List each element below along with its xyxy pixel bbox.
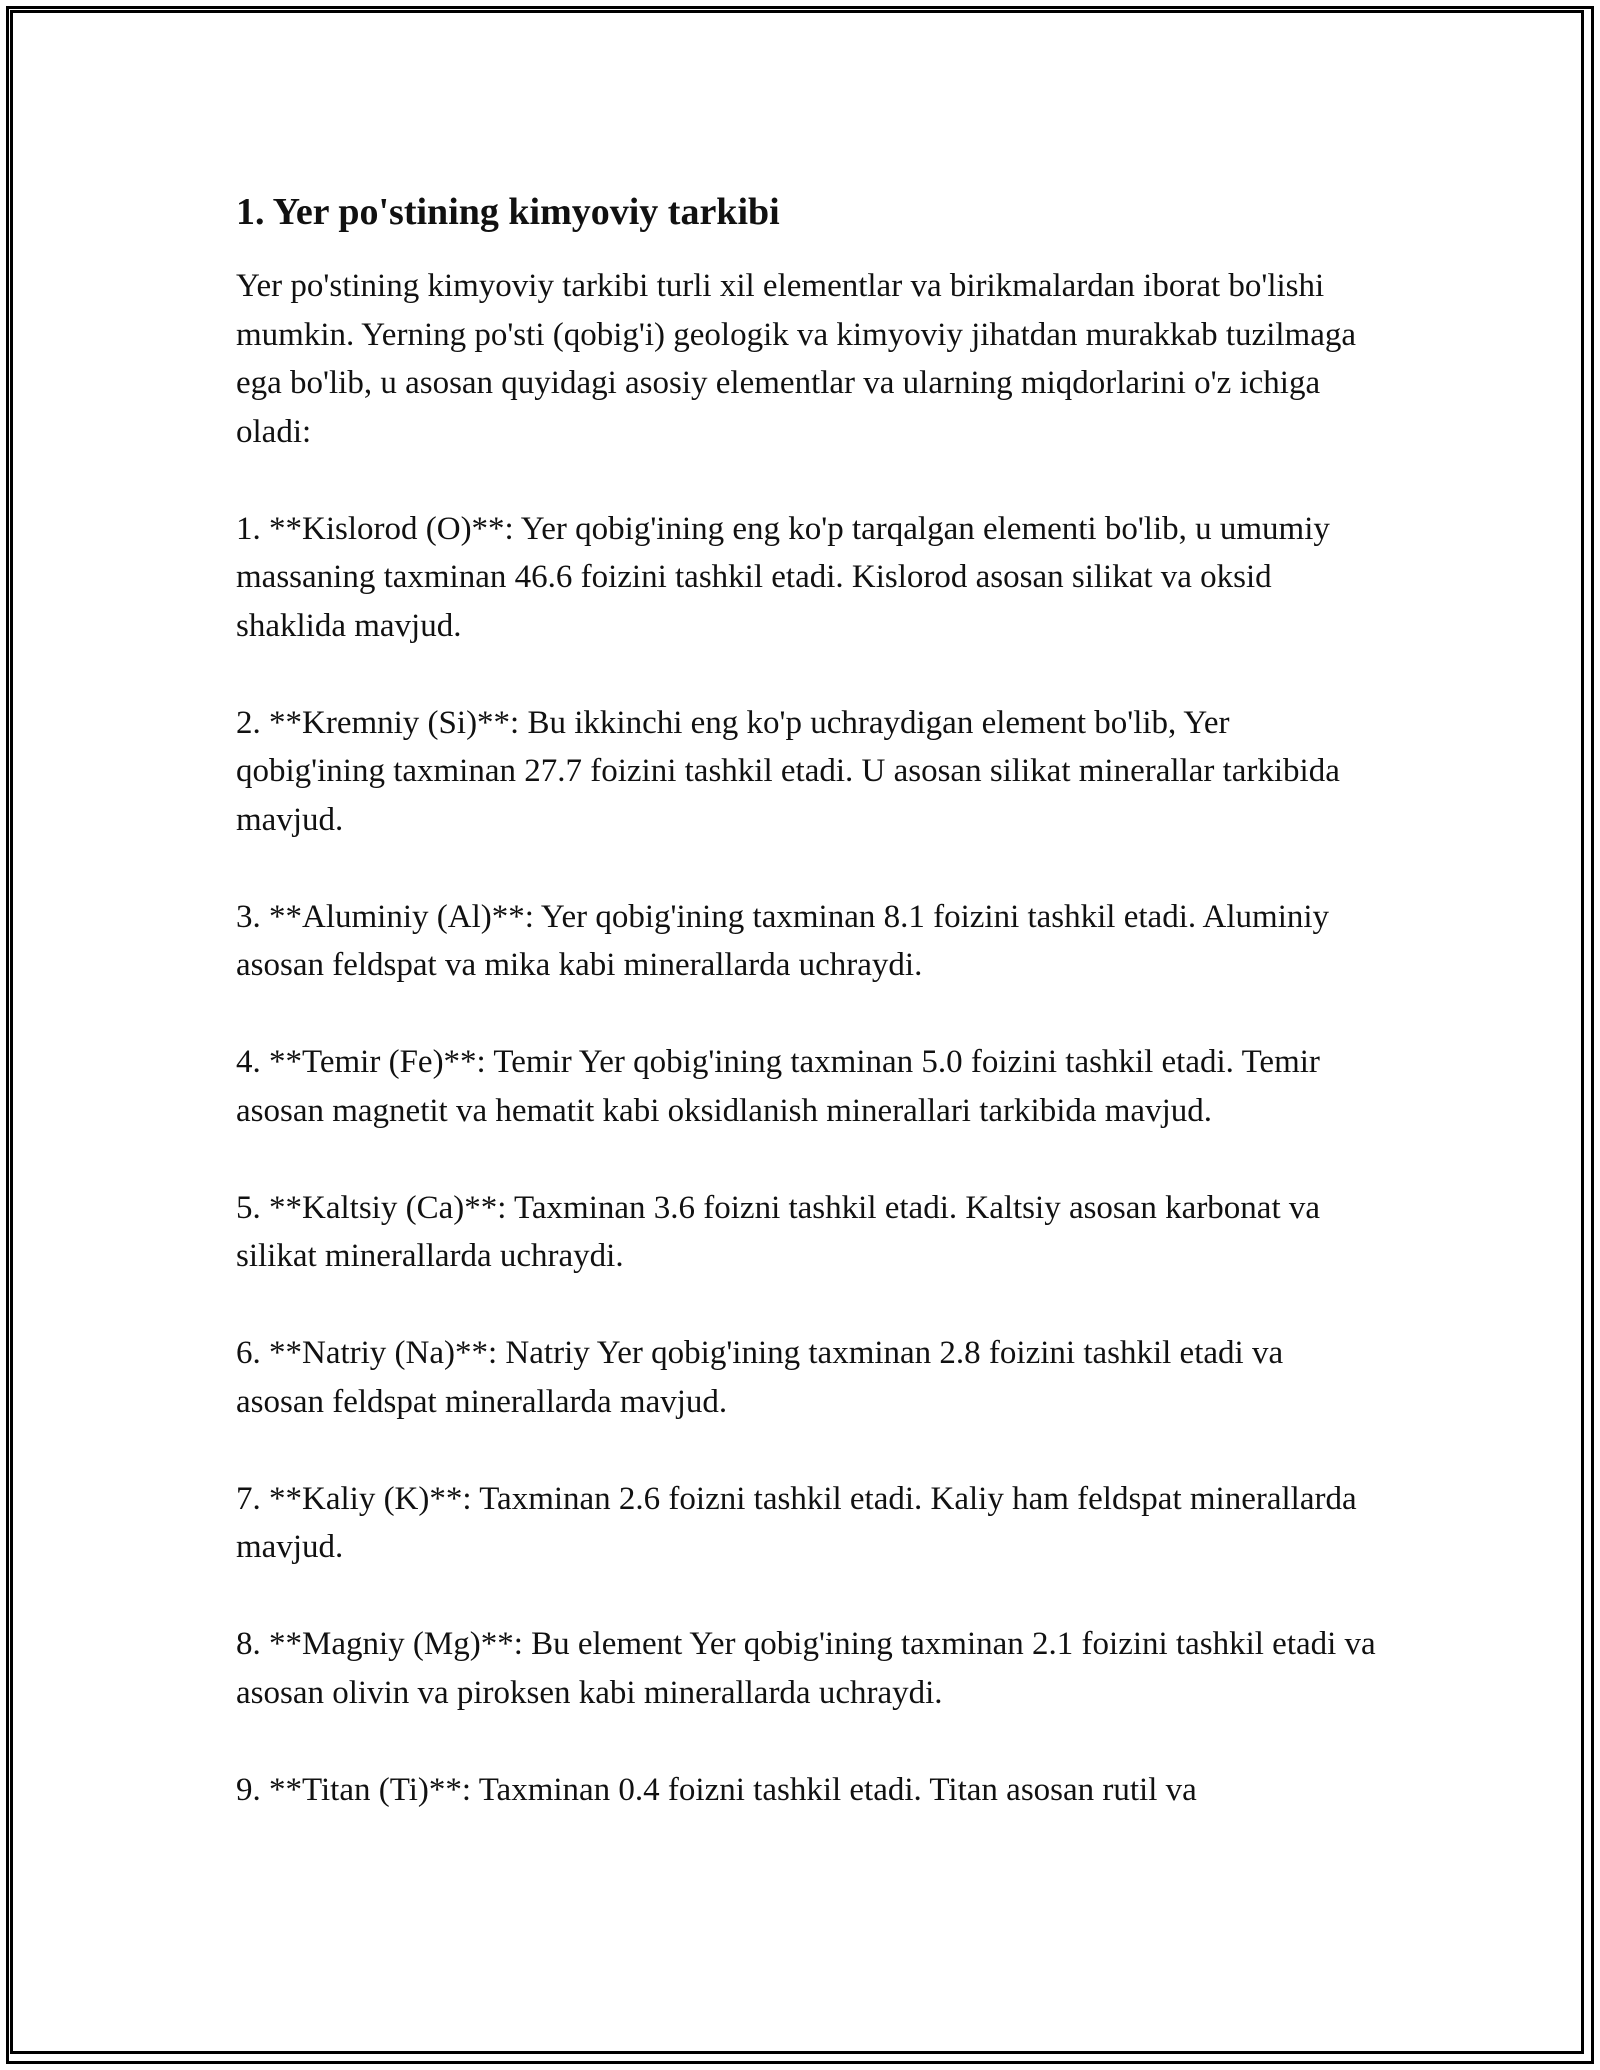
list-item-kaliy: 7. **Kaliy (K)**: Taxminan 2.6 foizni tashkil etadi. Kaliy ham feldspat minerallarda mavjud. xyxy=(236,1480,1357,1565)
document-body xyxy=(236,188,1376,1814)
list-item-kislorod: 1. **Kislorod (O)**: Yer qobig'ining eng ko'p tarqalgan elementi bo'lib, u umumiy massaning taxminan 46.6 foizini tashkil etadi. Kislorod asosan silikat va oksid shaklida mavjud. xyxy=(236,510,1330,644)
list-item-natriy: 6. **Natriy (Na)**: Natriy Yer qobig'ining taxminan 2.8 foizini tashkil etadi va asosan feldspat minerallarda mavjud. xyxy=(236,1335,1284,1420)
section-title: 1. Yer po'stining kimyoviy tarkibi xyxy=(236,191,780,233)
list-item-kremniy: 2. **Kremniy (Si)**: Bu ikkinchi eng ko'p uchraydigan element bo'lib, Yer qobig'ining taxminan 27.7 foizini tashkil etadi. U asosan silikat minerallar tarkibida mavjud. xyxy=(236,704,1340,838)
list-item-aluminiy: 3. **Aluminiy (Al)**: Yer qobig'ining taxminan 8.1 foizini tashkil etadi. Aluminiy asosan feldspat va mika kabi minerallarda uchraydi. xyxy=(236,898,1330,983)
list-item-kaltsiy: 5. **Kaltsiy (Ca)**: Taxminan 3.6 foizni tashkil etadi. Kaltsiy asosan karbonat va silikat minerallarda uchraydi. xyxy=(236,1189,1321,1274)
list-item-temir: 4. **Temir (Fe)**: Temir Yer qobig'ining taxminan 5.0 foizini tashkil etadi. Temir asosan magnetit va hematit kabi oksidlanish minerallari tarkibida mavjud. xyxy=(236,1044,1320,1129)
list-item-magniy: 8. **Magniy (Mg)**: Bu element Yer qobig'ining taxminan 2.1 foizini tashkil etadi va asosan olivin va piroksen kabi minerallarda uchraydi. xyxy=(236,1626,1376,1711)
intro-paragraph: Yer po'stining kimyoviy tarkibi turli xil elementlar va birikmalardan iborat bo'lishi mumkin. Yerning po'sti (qobig'i) geologik va kimyoviy jihatdan murakkab tuzilmaga ega bo'lib, u asosan quyidagi asosiy elementlar va ularning miqdorlarini o'z ichiga oladi: xyxy=(236,268,1357,450)
list-item-titan: 9. **Titan (Ti)**: Taxminan 0.4 foizni tashkil etadi. Titan asosan rutil va xyxy=(236,1771,1197,1808)
